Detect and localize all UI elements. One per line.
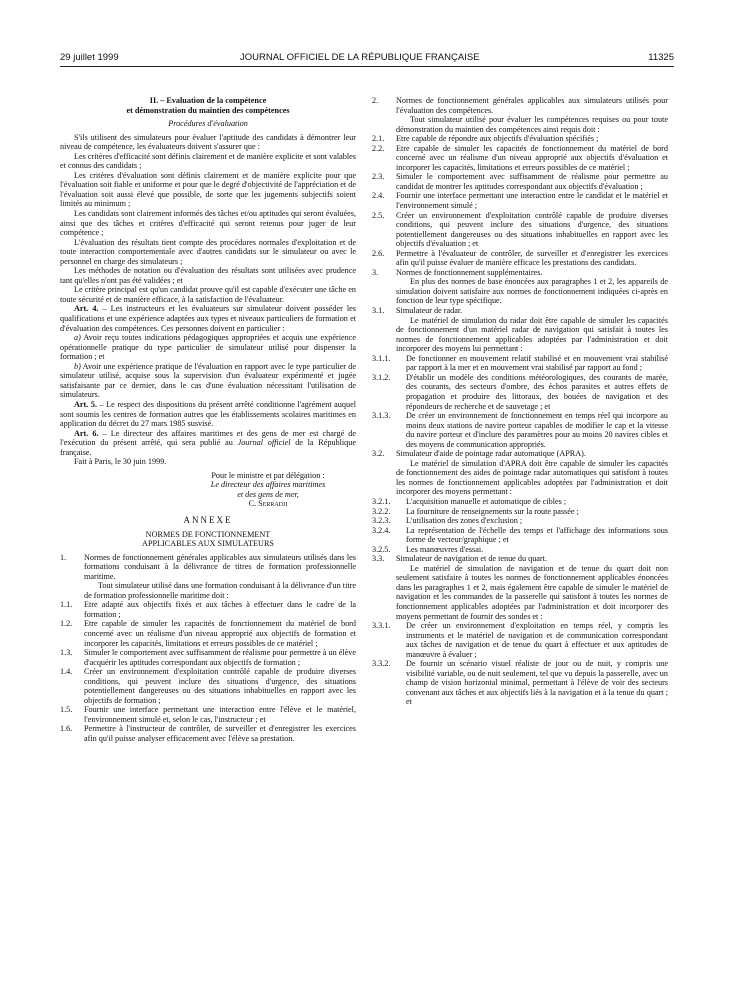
numbered-item xyxy=(60,667,356,705)
item-number: 2.5. xyxy=(372,210,385,220)
journal-name: Journal officiel xyxy=(237,438,291,448)
list-text: Avoir reçu toutes indications pédagogiques appropriées et acquis une expérience opérationnelle pratique du type particulier de simulateur utilisé pour dispenser la formation ; et xyxy=(60,333,356,362)
item-text: La fourniture de renseignements sur la route passée ; xyxy=(406,506,579,516)
paragraph: Le critère principal est qu'un candidat prouve qu'il est capable d'exécuter une tâche en toute sécurité et de manière efficace, à la satisfaction de l'évaluateur. xyxy=(60,285,356,304)
numbered-item xyxy=(372,545,668,555)
section-title-line-2: et démonstration du maintien des compétences xyxy=(126,105,290,115)
item-text: De créer un environnement d'exploitation en temps réel, y compris les instruments et le matériel de navigation et de communication correspondant aux tâches de navigation et de tenue du quart à effectuer et aux aptitudes de manœuvre à évaluer ; xyxy=(406,621,668,659)
item-text: Simulateur de radar. xyxy=(396,306,463,316)
item-number: 2.1. xyxy=(372,134,385,144)
list-label: b) xyxy=(74,361,81,371)
numbered-item xyxy=(60,724,356,743)
header-page-number: 11325 xyxy=(648,52,674,63)
article-5 xyxy=(60,400,356,429)
item-text: Créer un environnement d'exploitation contrôlé capable de produire diverses conditions, qui peuvent inclure des situations d'urgence, des situations potentiellement dangereuses ou des situations inhabituelles en rapport avec les objectifs de formation ; xyxy=(84,667,356,705)
paragraph: Le matériel de simulation de navigation et de tenue du quart doit non seulement satisfaire à toutes les normes de fonctionnement applicables énoncées dans les paragraphes 1 et 2, mais également être capable de simuler le matériel de navigation et les commandes de la passerelle qui satisfont à toutes les normes de fonctionnement applicables adoptées par l'administration et doit incorporer des moyens permettant de fournir des sondes et : xyxy=(396,563,668,621)
item-number: 3.1.2. xyxy=(372,372,391,382)
numbered-item xyxy=(60,648,356,667)
annexe-title: ANNEXE xyxy=(183,514,233,525)
item-number: 1.6. xyxy=(60,724,73,734)
item-number: 3.2.3. xyxy=(372,516,391,526)
item-number: 3.2.4. xyxy=(372,525,391,535)
item-text: Etre capable de simuler les capacités de fonctionnement du matériel de bord concerné avec un réalisme d'un niveau approprié aux objectifs d'évaluation et incorporer les capacités, limitations et erreurs possibles de ce matériel ; xyxy=(396,143,668,172)
numbered-item xyxy=(372,249,668,268)
item-text: L'acquisition manuelle et automatique de cibles ; xyxy=(406,496,567,506)
paragraph: Les candidats sont clairement informés des tâches et/ou aptitudes qui seront évaluées, ainsi que des tâches et critères d'efficacité qui seront retenus pour juger de leur compétence ; xyxy=(60,209,356,238)
right-column xyxy=(372,96,668,707)
item-number: 1.4. xyxy=(60,667,73,677)
numbered-item xyxy=(372,411,668,449)
numbered-item xyxy=(372,449,668,459)
item-text: Normes de fonctionnement supplémentaires. xyxy=(396,267,543,277)
paragraph: Les méthodes de notation ou d'évaluation des résultats sont utilisées avec prudence tant qu'elles n'ont pas été validées ; et xyxy=(60,266,356,285)
article-6 xyxy=(60,429,356,458)
item-number: 2.2. xyxy=(372,143,385,153)
item-number: 3.3. xyxy=(372,554,385,564)
paragraph: Les critères d'évaluation sont définis clairement et de manière explicite pour que l'évaluation soit fiable et uniforme et pour que le degré d'objectivité de l'appréciation et de l'évaluation soit aussi élevé que possible, de sorte que les jugements subjectifs soient limités au minimum ; xyxy=(60,170,356,209)
section-subtitle: Procédures d'évaluation xyxy=(168,119,248,129)
item-number: 2.4. xyxy=(372,191,385,201)
item-number: 3.1.1. xyxy=(372,353,391,363)
numbered-item xyxy=(372,507,668,517)
item-text: Permettre à l'instructeur de contrôler, de surveiller et d'enregistrer les exercices afin qu'il puisse analyser efficacement avec l'élève sa prestation. xyxy=(84,724,356,743)
numbered-item xyxy=(372,497,668,507)
item-text: Etre adapté aux objectifs fixés et aux tâches à effectuer dans le cadre de la formation ; xyxy=(84,600,356,619)
item-text: De créer un environnement de fonctionnement en temps réel qui incorpore au moins deux stations de navire porteur capables de modifier le cap et la vitesse du navire porteur et d'inclure des paramètres pour au moins 20 navires cibles et des moyens de communication appropriés. xyxy=(406,411,668,449)
item-list-3-1 xyxy=(372,354,668,449)
item-text: Fournir une interface permettant une interaction entre l'élève et le matériel, l'environnement simulé et, selon le cas, l'instructeur ; et xyxy=(84,705,356,724)
item-text: Simulateur de navigation et de tenue du quart. xyxy=(396,554,547,564)
item-text: Normes de fonctionnement générales applicables aux simulateurs utilisés pour l'évaluation des compétences. xyxy=(396,96,668,115)
item-text: Normes de fonctionnement générales applicables aux simulateurs utilisés dans les formations conduisant à la délivrance de titres de formation professionnelle maritime. xyxy=(84,552,356,581)
item-list-3-2 xyxy=(372,497,668,554)
item-number: 1. xyxy=(60,552,67,562)
item-number: 3.2. xyxy=(372,449,385,459)
annexe-subtitle-line-2: APPLICABLES AUX SIMULATEURS xyxy=(142,539,274,549)
paragraph: Le matériel de simulation du radar doit être capable de simuler les capacités de fonctionnement d'un matériel radar de navigation qui satisfait à toutes les normes de fonctionnement applicables adoptées par l'administration et doit incorporer des moyens lui permettant : xyxy=(396,315,668,354)
numbered-item xyxy=(372,516,668,526)
header-date: 29 juillet 1999 xyxy=(60,52,119,63)
numbered-item xyxy=(372,268,668,278)
list-text: Avoir une expérience pratique de l'évaluation en rapport avec le type particulier de simulateur utilisé, acquise sous la supervision d'un évaluateur expérimenté et jugée satisfaisante par ce dernier, dans le cas d'une évaluation nécessitant l'utilisation de simulateurs. xyxy=(60,361,356,400)
paragraph: Tout simulateur utilisé pour évaluer les compétences requises ou pour toute démonstration du maintien des compétences ainsi requis doit : xyxy=(396,115,668,134)
item-text: La représentation de l'échelle des temps et l'affichage des informations sous forme de vecteur/graphique ; et xyxy=(406,525,668,545)
item-text: De fonctionner en mouvement relatif stabilisé et en mouvement vrai stabilisé par rapport à la mer et en mouvement vrai stabilisé par rapport au fond ; xyxy=(406,353,668,373)
item-text: L'utilisation des zones d'exclusion ; xyxy=(406,516,523,526)
item-number: 3.3.1. xyxy=(372,621,391,631)
item-number: 3.2.5. xyxy=(372,544,391,554)
left-item-list xyxy=(60,600,356,743)
item-number: 2. xyxy=(372,96,379,105)
paragraph: Tout simulateur utilisé dans une formation conduisant à la délivrance d'un titre de formation professionnelle maritime doit : xyxy=(84,581,356,600)
article-4 xyxy=(60,304,356,333)
numbered-item xyxy=(372,306,668,316)
paragraph: L'évaluation des résultats tient compte des procédures normales d'exploitation et de toute interaction comportementale avec d'autres candidats sur le simulateur ou avec le personnel en charge des simulateurs ; xyxy=(60,237,356,266)
article-4-a xyxy=(60,333,356,362)
numbered-item xyxy=(372,526,668,545)
item-number: 2.6. xyxy=(372,248,385,258)
article-4-b xyxy=(60,362,356,400)
numbered-item xyxy=(60,619,356,648)
item-text: Fournir une interface permettant une interaction entre le candidat et le matériel et l'environnement simulé ; xyxy=(396,191,668,211)
article-text: – Le respect des dispositions du présent arrêté conditionne l'agrément auquel sont soumis les centres de formation autres que les établissements scolaires maritimes en application du décret du 27 mars 1985 susvisé. xyxy=(60,399,356,429)
left-column xyxy=(60,96,356,744)
fait-a-paris: Fait à Paris, le 30 juin 1999. xyxy=(74,457,167,467)
numbered-item xyxy=(372,144,668,173)
item-text: Les manœuvres d'essai. xyxy=(406,544,484,554)
numbered-item xyxy=(372,554,668,564)
item-number: 3.2.1. xyxy=(372,496,391,506)
article-label: Art. 5. xyxy=(74,399,97,409)
numbered-item xyxy=(372,354,668,373)
section-title: II. – Evaluation de la compétence xyxy=(149,96,267,105)
item-number: 3.2.2. xyxy=(372,506,391,516)
signature-line: et des gens de mer, xyxy=(237,489,299,499)
item-list-3-3 xyxy=(372,621,668,707)
numbered-item xyxy=(372,172,668,191)
item-number: 3.1. xyxy=(372,306,385,316)
numbered-item xyxy=(60,705,356,724)
numbered-item xyxy=(372,659,668,707)
article-label: Art. 4. xyxy=(74,304,99,314)
item-text: Etre capable de simuler les capacités de fonctionnement du matériel de bord concerné avec un réalisme d'un niveau approprié aux objectifs de formation et incorporer les capacités, limitations et erreurs possibles de ce matériel ; xyxy=(84,619,356,648)
numbered-item xyxy=(60,600,356,619)
item-text: Simuler le comportement avec suffisamment de réalisme pour permettre au candidat de montrer les aptitudes correspondant aux objectifs d'évaluation ; xyxy=(396,172,668,191)
item-number: 1.2. xyxy=(60,619,73,629)
numbered-item xyxy=(372,621,668,659)
signatory-name: C. Serradji xyxy=(248,499,288,509)
numbered-item xyxy=(372,373,668,411)
paragraph: Les critères d'efficacité sont définis clairement et de manière explicite et sont valables et connus des candidats ; xyxy=(60,151,356,171)
signature-block xyxy=(60,471,356,509)
item-number: 3.1.3. xyxy=(372,411,391,421)
item-text: D'établir un modèle des conditions météorologiques, des courants de marée, des courants, des secteurs d'ombre, des échos parasites et autres effets de propagation et produire des littoraux, des bouées de navigation et des répondeurs de recherche et de sauvetage ; et xyxy=(406,372,668,411)
item-text: Etre capable de répondre aux objectifs d'évaluation spécifiés ; xyxy=(396,134,599,144)
item-number: 2.3. xyxy=(372,172,385,182)
signature-line: Le directeur des affaires maritimes xyxy=(210,480,326,490)
numbered-item xyxy=(372,96,668,115)
item-number: 3. xyxy=(372,267,379,277)
paragraph: S'ils utilisent des simulateurs pour évaluer l'aptitude des candidats à démontrer leur niveau de compétence, les évaluateurs doivent s'assurer que : xyxy=(60,132,356,152)
header-rule xyxy=(60,66,674,67)
item-number: 1.1. xyxy=(60,600,73,610)
paragraph: Le matériel de simulation d'APRA doit être capable de simuler les capacités de fonctionnement des aides de pointage radar automatiques qui satisfont à toutes les normes de fonctionnement applicables adoptées par l'administration et doit incorporer des moyens permettant : xyxy=(396,458,668,497)
item-number: 1.3. xyxy=(60,648,73,658)
signature-line: Pour le ministre et par délégation : xyxy=(211,470,325,480)
item-text: De fournir un scénario visuel réaliste de jour ou de nuit, y compris une visibilité variable, ou de nuit seulement, tel que vu depuis la passerelle, avec un champ de vision horizontal minimal, permettant à l'élève de voir des secteurs convenant aux tâches et aux objectifs liés à la navigation et à la tenue du quart ; et xyxy=(406,659,668,707)
numbered-item xyxy=(60,553,356,582)
list-label: a) xyxy=(74,333,81,343)
numbered-item xyxy=(372,134,668,144)
header-title: JOURNAL OFFICIEL DE LA RÉPUBLIQUE FRANÇAISE xyxy=(240,52,480,63)
annexe-subtitle: NORMES DE FONCTIONNEMENT xyxy=(145,529,271,539)
item-number: 3.3.2. xyxy=(372,659,391,669)
numbered-item xyxy=(372,211,668,249)
item-list-2 xyxy=(372,134,668,268)
item-text: Créer un environnement d'exploitation contrôlé capable de produire diverses conditions, qui peuvent inclure des situations d'urgence, des situations potentiellement dangereuses ou des situations inhabituelles en rapport avec les objectifs d'évaluation ; et xyxy=(396,210,668,249)
article-text: – Les instructeurs et les évaluateurs sur simulateur doivent posséder les qualifications et une expérience adaptées aux types et niveaux particuliers de formation et d'évaluation des compétences. Ces personnes doivent en particulier : xyxy=(60,304,356,333)
item-text: Simuler le comportement avec suffisamment de réalisme pour permettre à un élève d'acquérir les aptitudes correspondant aux objectifs de formation ; xyxy=(84,648,356,667)
article-text: – Le directeur des affaires maritimes et des gens de mer est chargé de l'exécution du présent arrêté, qui sera publié au xyxy=(60,428,356,448)
article-text: de la République française. xyxy=(60,438,357,457)
numbered-item xyxy=(372,191,668,210)
item-text: Simulateur d'aide de pointage radar automatique (APRA). xyxy=(396,449,586,459)
article-label: Art. 6. xyxy=(74,428,99,438)
paragraph: En plus des normes de base énoncées aux paragraphes 1 et 2, les appareils de simulation doivent satisfaire aux normes de fonctionnement indiquées ci-après en fonction de leur type spécifique. xyxy=(396,277,668,306)
page-header xyxy=(60,52,674,66)
item-number: 1.5. xyxy=(60,705,73,715)
item-text: Permettre à l'évaluateur de contrôler, de surveiller et d'enregistrer les exercices afin qu'il puisse évaluer de manière efficace les prestations des candidats. xyxy=(396,248,668,268)
